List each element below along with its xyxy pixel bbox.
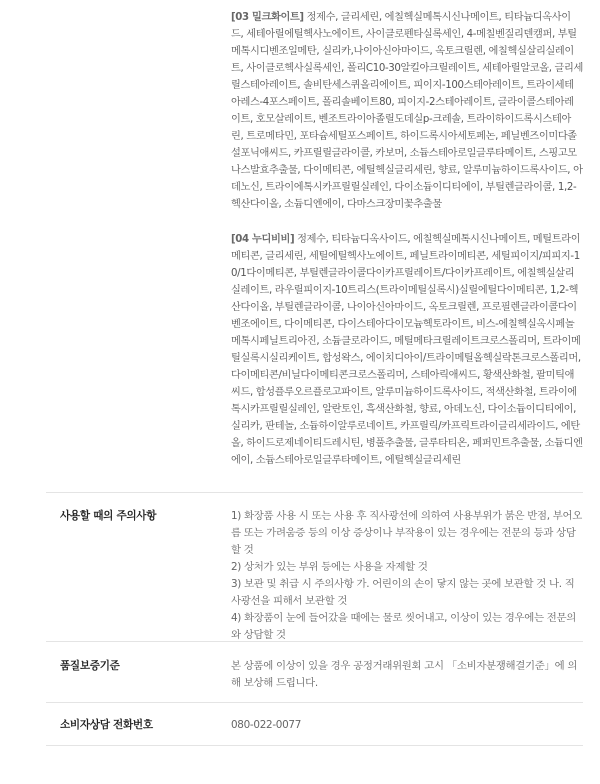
caution-line: 4) 화장품이 눈에 들어갔을 때에는 물로 씻어내고, 이상이 있는 경우에는 전문의와 상담할 것: [231, 612, 576, 641]
divider: [46, 702, 583, 703]
caution-line: 2) 상처가 있는 부위 등에는 사용을 자제할 것: [231, 561, 428, 573]
ingredient-block: [231, 231, 583, 469]
ingredients-section: [231, 9, 583, 487]
caution-line: 3) 보관 및 취급 시 주의사항 가. 어린이의 손이 닿지 않는 곳에 보관할 것 나. 직사광선을 피해서 보관할 것: [231, 578, 575, 607]
divider: [46, 745, 583, 746]
divider: [46, 641, 583, 642]
caution-line: 1) 화장품 사용 시 또는 사용 후 직사광선에 의하여 사용부위가 붉은 반점, 부어오름 또는 가려움증 등의 이상 증상이나 부작용이 있는 경우에는 전문의 등과 상담할 것: [231, 510, 582, 556]
ingredient-block: [231, 9, 583, 213]
caution-value: [231, 508, 583, 644]
phone-label: 소비자상담 전화번호: [60, 719, 153, 731]
caution-label: 사용할 때의 주의사항: [60, 510, 157, 522]
quality-value: 본 상품에 이상이 있을 경우 공정거래위원회 고시 「소비자분쟁해결기준」에 의해 보상해 드립니다.: [231, 660, 578, 689]
divider: [46, 492, 583, 493]
ingredient-text: 정제수, 티타늄디옥사이드, 에칠헥실메톡시신나메이트, 메틸트라이메티콘, 글리세린, 세틸에틸헥사노에이트, 페닐트라이메티콘, 세틸피이지/피피지-10/1다이메티콘, 부틸렌글라이콜다이카프릴레이트/다이카프레이트, 에칠헥실살리실레이트, 라우릴피이지-10트리스(트라이메틸실록시)실릴에틸다이메티콘, 1,2-헥산다이올, 부틸렌글라이콜, 나이아신아마이드, 옥토크릴렌, 프로필렌글라이콜다이벤조에이트, 다이메티콘, 다이스테아다이모늄헥토라이트, 비스-에칠헥실옥시페놀메톡시페닐트리아진, 소듐클로라이드, 메틸메타크릴레이트크로스폴리머, 트라이메틸실록시실리케이트, 합성왁스, 에이치디아이/트라이메틸올헥실락톤크로스폴리머, 다이메티콘/비닐다이메티콘크로스폴리머, 스테아릭애씨드, 황색산화철, 팔미틱애씨드, 합성플루오르플로고파이트, 알루미늄하이드록사이드, 적색산화철, 트라이에톡시카프릴릴실레인, 알란토인, 흑색산화철, 향료, 아데노신, 다이소듐이디티에이, 실리카, 판테놀, 소듐하이알루로네이트, 카프릴릭/카프릭트라이글리세라이드, 에탄올, 하이드로제네이티드레시틴, 병풀추출물, 글루타티온, 페퍼민트추출물, 소듐디엔에이, 소듐스테아로일글루타메이트, 에틸헥실글리세린: [231, 234, 583, 466]
ingredient-title: [04 누디비비]: [231, 234, 295, 245]
ingredient-text: 정제수, 글리세린, 에칠헥실메톡시신나메이트, 티타늄디옥사이드, 세테아릴에틸헥사노에이트, 사이클로펜타실록세인, 4-메칠벤질리덴캠퍼, 부틸메톡시디벤조일메탄, 실리카,나이아신아마이드, 옥토크릴렌, 에칠헥실살리실레이트, 사이클로헥사실록세인, 폴리C10-30알킬아크릴레이트, 세테아릴알코올, 글리세릴스테아레이트, 솔비탄세스퀴올리에이트, 피이지-100스테아레이트, 트라이세테아레스-4포스페이트, 폴리솔베이트80, 피이지-2스테아레이트, 글라이콜스테아레이트, 호모살레이트, 벤조트라이아졸릴도데실p-크레솔, 트라이하이드록시스테아린, 트로메타민, 포타슘세틸포스페이트, 하이드록시아세토페논, 페닐벤즈이미다졸설포닉애씨드, 카프릴릴글라이콜, 카보머, 소듐스테아로일글루타메이트, 스핑고모나스발효추출물, 다이메티콘, 에틸헥실글리세린, 향료, 알루미늄하이드록사이드, 아데노신, 트라이에톡시카프릴릴실레인, 다이소듐이디티에이, 부틸렌글라이콜, 1,2-헥산다이올, 소듐디엔에이, 다마스크장미꽃추출물: [231, 12, 583, 210]
phone-value: 080-022-0077: [231, 719, 302, 731]
ingredient-title: [03 밀크화이트]: [231, 12, 304, 23]
quality-label: 품질보증기준: [60, 660, 120, 672]
